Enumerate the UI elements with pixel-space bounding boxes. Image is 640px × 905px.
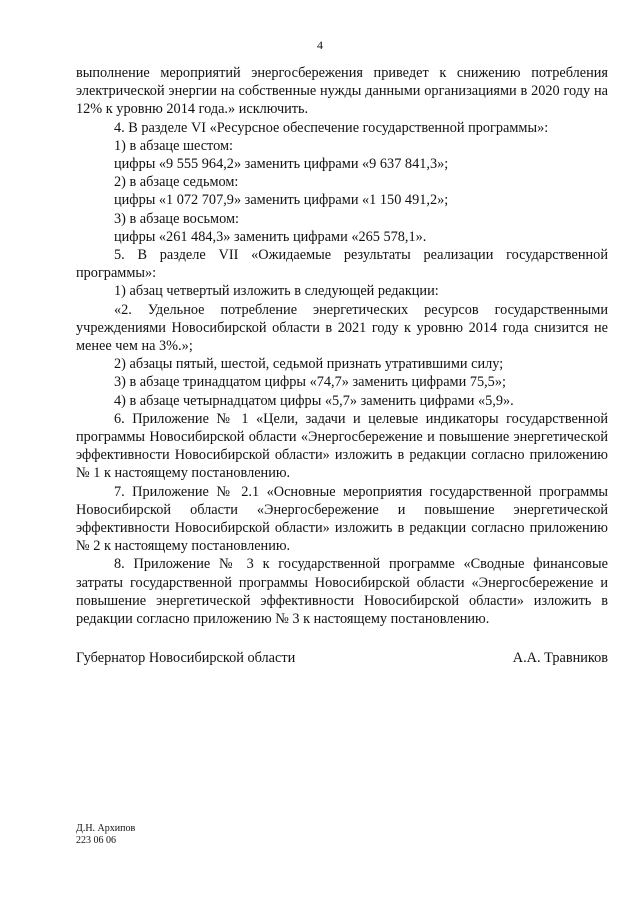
- footer-contact: [76, 823, 135, 847]
- signature-block: [76, 650, 608, 667]
- signatory-position: Губернатор Новосибирской области: [76, 650, 296, 666]
- paragraph: 7. Приложение № 2.1 «Основные мероприятия государственной программы Новосибирской области «Энергосбережение и повышение энергетической эффективности Новосибирской области» изложить в редакции согласно приложению № 2 к настоящему постановлению.: [76, 483, 608, 555]
- paragraph: 4) в абзаце четырнадцатом цифры «5,7» заменить цифрами «5,9».: [114, 392, 514, 409]
- paragraph: 8. Приложение № 3 к государственной программе «Сводные финансовые затраты государственной программы Новосибирской области «Энергосбережение и повышение энергетической эффективности Новосибирской области» изложить в редакции согласно приложению № 3 к настоящему постановлению.: [76, 556, 608, 628]
- page-number: 4: [317, 38, 323, 52]
- paragraph: 5. В разделе VII «Ожидаемые результаты реализации государственной программы»:: [76, 247, 608, 282]
- paragraph: 1) абзац четвертый изложить в следующей редакции:: [114, 283, 439, 300]
- paragraph: выполнение мероприятий энергосбережения приведет к снижению потребления электрической энергии на собственные нужды данными организациями в 2020 году на 12% к уровню 2014 года.» исключить.: [76, 65, 608, 118]
- paragraph: 3) в абзаце тринадцатом цифры «74,7» заменить цифрами 75,5»;: [114, 374, 506, 391]
- footer-author: Д.Н. Архипов: [76, 823, 136, 834]
- paragraph: 6. Приложение № 1 «Цели, задачи и целевые индикаторы государственной программы Новосибирской области «Энергосбережение и повышение энергетической эффективности Новосибирской области» изложить в редакции согласно приложению № 1 к настоящему постановлению.: [76, 410, 608, 482]
- paragraph: цифры «261 484,3» заменить цифрами «265 578,1».: [114, 228, 427, 245]
- paragraph: 3) в абзаце восьмом:: [114, 210, 239, 227]
- paragraph: 2) в абзаце седьмом:: [114, 174, 239, 191]
- paragraph: 2) абзацы пятый, шестой, седьмой признать утратившими силу;: [114, 356, 504, 373]
- paragraph: 4. В разделе VI «Ресурсное обеспечение государственной программы»:: [114, 119, 549, 136]
- paragraph: цифры «1 072 707,9» заменить цифрами «1 150 491,2»;: [114, 192, 449, 209]
- paragraph: 1) в абзаце шестом:: [114, 137, 234, 154]
- paragraph: «2. Удельное потребление энергетических ресурсов государственными учреждениями Новосибирской области в 2021 году к уровню 2014 года снизится не менее чем на 3%.»;: [76, 301, 608, 355]
- signatory-name: А.А. Травников: [512, 650, 608, 666]
- footer-phone: 223 06 06: [76, 835, 116, 846]
- paragraph: цифры «9 555 964,2» заменить цифрами «9 637 841,3»;: [114, 156, 449, 173]
- document-body: [76, 64, 608, 628]
